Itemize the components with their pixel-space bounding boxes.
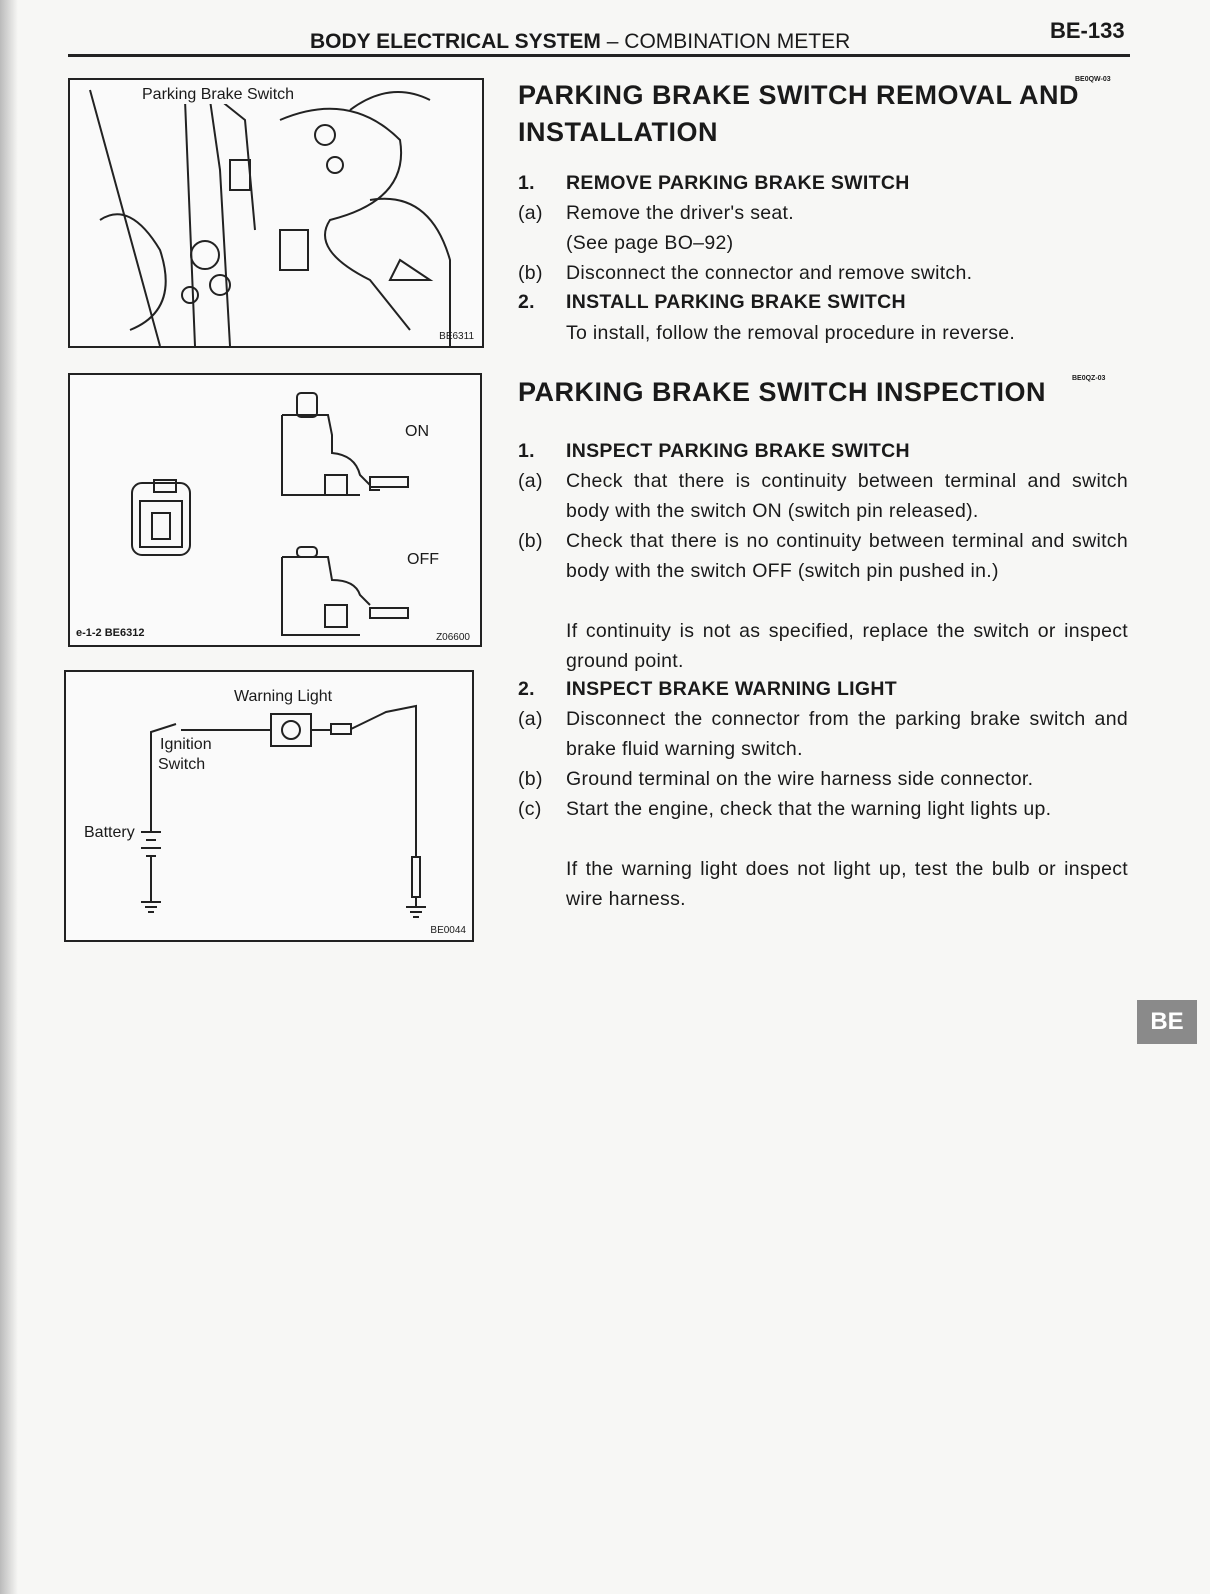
section1-ref-code: BE0QW-03: [1075, 76, 1111, 83]
warning-light-circuit-diagram: [66, 672, 472, 940]
step-text: Disconnect the connector from the parking brake switch and brake fluid warning switch.: [566, 708, 1128, 760]
step-number: (b): [518, 262, 543, 284]
step-text: REMOVE PARKING BRAKE SWITCH: [566, 172, 910, 194]
figure-parking-brake-switch-location: [68, 78, 484, 348]
step-text: INSTALL PARKING BRAKE SWITCH: [566, 291, 906, 313]
page-header: [310, 30, 850, 54]
section1-title-line1: PARKING BRAKE SWITCH REMOVAL AND: [518, 80, 1079, 110]
step-text: Check that there is continuity between terminal and switch body with the switch ON (switch pin released).: [566, 470, 1128, 522]
step-text: If continuity is not as specified, replace the switch or inspect ground point.: [566, 620, 1128, 672]
scan-edge-shadow: [0, 0, 18, 1594]
on-label: ON: [405, 423, 429, 440]
step-text: If the warning light does not light up, test the bulb or inspect wire harness.: [566, 858, 1128, 910]
page-number: BE-133: [1050, 18, 1125, 43]
step-text: INSPECT PARKING BRAKE SWITCH: [566, 440, 910, 462]
step-text: To install, follow the removal procedure in reverse.: [566, 322, 1016, 344]
figure-warning-light-circuit: [64, 670, 474, 942]
header-rule: [68, 54, 1130, 57]
step-text: Start the engine, check that the warning light lights up.: [566, 798, 1052, 820]
battery-label: Battery: [84, 824, 135, 841]
figure-code-right: Z06600: [436, 632, 470, 643]
step-number: 1.: [518, 172, 535, 194]
step-number: (a): [518, 708, 543, 730]
figure-code: BE0044: [430, 925, 466, 936]
step-text: (See page BO–92): [566, 232, 734, 254]
section1-title-line2: INSTALLATION: [518, 117, 718, 147]
step-number: (b): [518, 530, 543, 552]
step-text: INSPECT BRAKE WARNING LIGHT: [566, 678, 897, 700]
step-number: 1.: [518, 440, 535, 462]
off-label: OFF: [407, 551, 439, 568]
header-subtitle: COMBINATION METER: [624, 30, 851, 53]
step-number: 2.: [518, 678, 535, 700]
step-number: 2.: [518, 291, 535, 313]
step-text: Remove the driver's seat.: [566, 202, 794, 224]
section2-ref-code: BE0QZ-03: [1072, 375, 1106, 382]
step-text: Ground terminal on the wire harness side connector.: [566, 768, 1034, 790]
section-tab-be: BE: [1137, 1000, 1197, 1044]
step-text: Check that there is no continuity between terminal and switch body with the switch OFF (switch pin pushed in.): [566, 530, 1128, 582]
figure-switch-on-off: [68, 373, 482, 647]
step-number: (c): [518, 798, 542, 820]
ignition-label: Ignition: [160, 736, 212, 753]
section2-title: PARKING BRAKE SWITCH INSPECTION: [518, 377, 1047, 407]
figure-code-left: e-1-2 BE6312: [76, 627, 145, 639]
step-number: (b): [518, 768, 543, 790]
warning-light-label: Warning Light: [234, 688, 333, 705]
switch-label: Switch: [158, 756, 206, 773]
switch-on-off-illustration: [70, 375, 480, 645]
step-number: (a): [518, 202, 543, 224]
parking-brake-switch-label: Parking Brake Switch: [142, 86, 295, 103]
figure-code: BE6311: [439, 331, 474, 342]
step-number: (a): [518, 470, 543, 492]
header-title: BODY ELECTRICAL SYSTEM: [310, 30, 601, 53]
header-separator: –: [600, 30, 625, 53]
switch-location-illustration: [70, 80, 482, 346]
step-text: Disconnect the connector and remove switch.: [566, 262, 973, 284]
